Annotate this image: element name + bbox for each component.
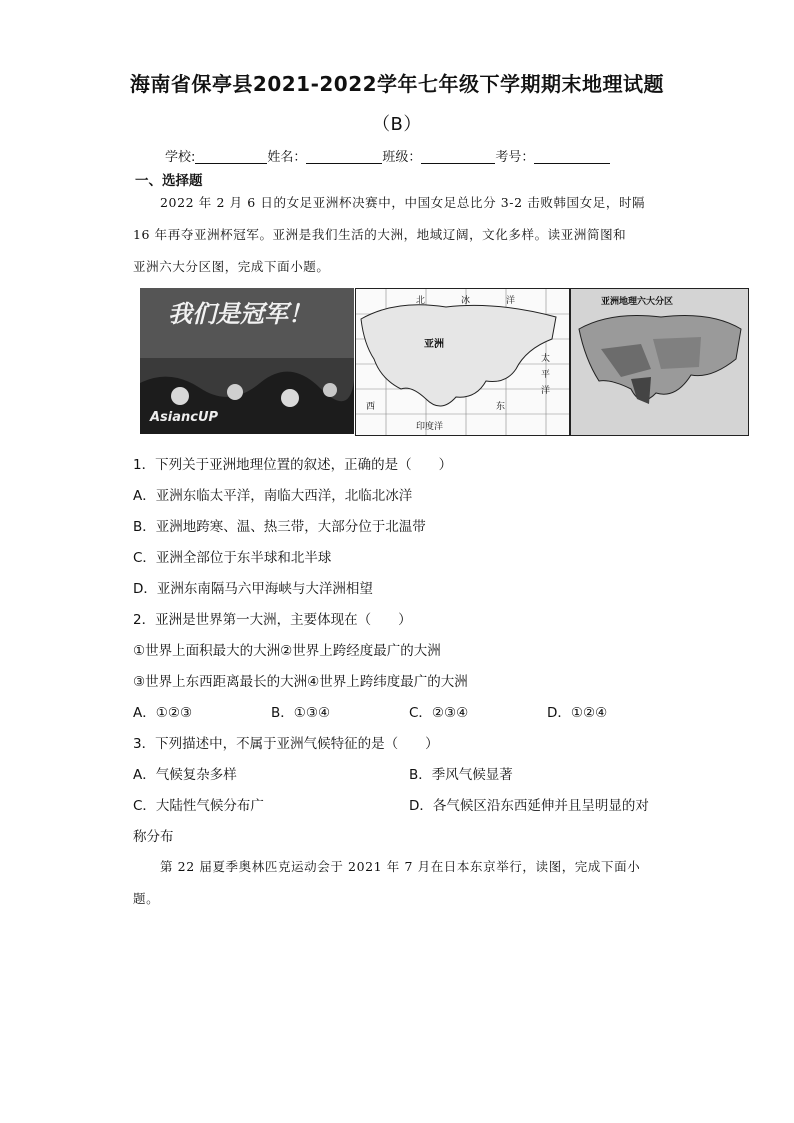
school-field[interactable]: [195, 150, 267, 164]
exam-no-label: 考号：: [495, 150, 535, 165]
question-statement: ③世界上东西距离最长的大洲④世界上跨纬度最广的大洲: [133, 674, 468, 690]
question-option[interactable]: C．亚洲全部位于东半球和北半球: [133, 550, 332, 566]
asia-map-graphic: [356, 289, 569, 435]
map-label: 洋: [506, 296, 516, 306]
map-label: 太: [541, 354, 551, 364]
name-field[interactable]: [306, 150, 382, 164]
question-option[interactable]: B．①③④: [271, 705, 331, 721]
section-heading: 一、选择题: [135, 173, 203, 189]
class-field[interactable]: [421, 150, 495, 164]
map-label: 洋: [541, 386, 551, 396]
question-stem: 2．亚洲是世界第一大洲，主要体现在（ ）: [133, 612, 412, 628]
question-option[interactable]: D．亚洲东南隔马六甲海峡与大洋洲相望: [133, 581, 373, 597]
class-label: 班级：: [382, 150, 422, 165]
question-option-wrap: 称分布: [133, 829, 174, 845]
regions-map-title: 亚洲地理六大分区: [601, 297, 674, 307]
champion-photo: [140, 288, 354, 434]
exam-no-field[interactable]: [534, 150, 610, 164]
asia-outline-map: [355, 288, 570, 436]
intro2-line: 题。: [133, 891, 160, 906]
question-option[interactable]: B．亚洲地跨寒、温、热三带，大部分位于北温带: [133, 519, 426, 535]
map-label-indian-ocean: 印度洋: [416, 422, 444, 432]
intro-line: 2022 年 2 月 6 日的女足亚洲杯决赛中，中国女足总比分 3-2 击败韩国女足，时隔: [160, 195, 646, 210]
question-option[interactable]: A．亚洲东临太平洋，南临大西洋，北临北冰洋: [133, 488, 413, 504]
map-label: 冰: [461, 296, 471, 306]
map-label: 平: [541, 370, 551, 380]
map-label: 西: [366, 402, 376, 412]
question-statement: ①世界上面积最大的大洲②世界上跨经度最广的大洲: [133, 643, 441, 659]
student-info-row: [165, 146, 610, 165]
page-title: 海南省保亭县2021-2022学年七年级下学期期末地理试题: [129, 72, 665, 96]
intro-line: 16 年再夺亚洲杯冠军。亚洲是我们生活的大洲，地域辽阔，文化多样。读亚洲简图和: [133, 227, 627, 242]
regions-map-graphic: [571, 289, 748, 435]
question-stem: 1．下列关于亚洲地理位置的叙述，正确的是（ ）: [133, 457, 453, 473]
intro2-line: 第 22 届夏季奥林匹克运动会于 2021 年 7 月在日本东京举行，读图，完成下面小: [160, 859, 641, 874]
photo-banner: AsiancUP: [150, 410, 219, 425]
question-option[interactable]: A．气候复杂多样: [133, 767, 237, 783]
question-option[interactable]: C．②③④: [409, 705, 469, 721]
question-option[interactable]: A．①②③: [133, 705, 193, 721]
question-option[interactable]: D．各气候区沿东西延伸并且呈明显的对: [409, 798, 649, 814]
map-label: 北: [416, 296, 426, 306]
map-label: 东: [496, 402, 506, 412]
question-option[interactable]: D．①②④: [547, 705, 608, 721]
photo-caption: 我们是冠军！: [168, 300, 312, 328]
map-label-asia: 亚洲: [424, 339, 444, 350]
question-option[interactable]: C．大陆性气候分布广: [133, 798, 264, 814]
question-option[interactable]: B．季风气候显著: [409, 767, 513, 783]
school-label: 学校:: [165, 150, 196, 165]
question-stem: 3．下列描述中，不属于亚洲气候特征的是（ ）: [133, 736, 439, 752]
name-label: 姓名：: [267, 150, 307, 165]
intro-line: 亚洲六大分区图，完成下面小题。: [133, 259, 330, 274]
page-subtitle: （B）: [372, 114, 422, 135]
asia-regions-map: [570, 288, 749, 436]
